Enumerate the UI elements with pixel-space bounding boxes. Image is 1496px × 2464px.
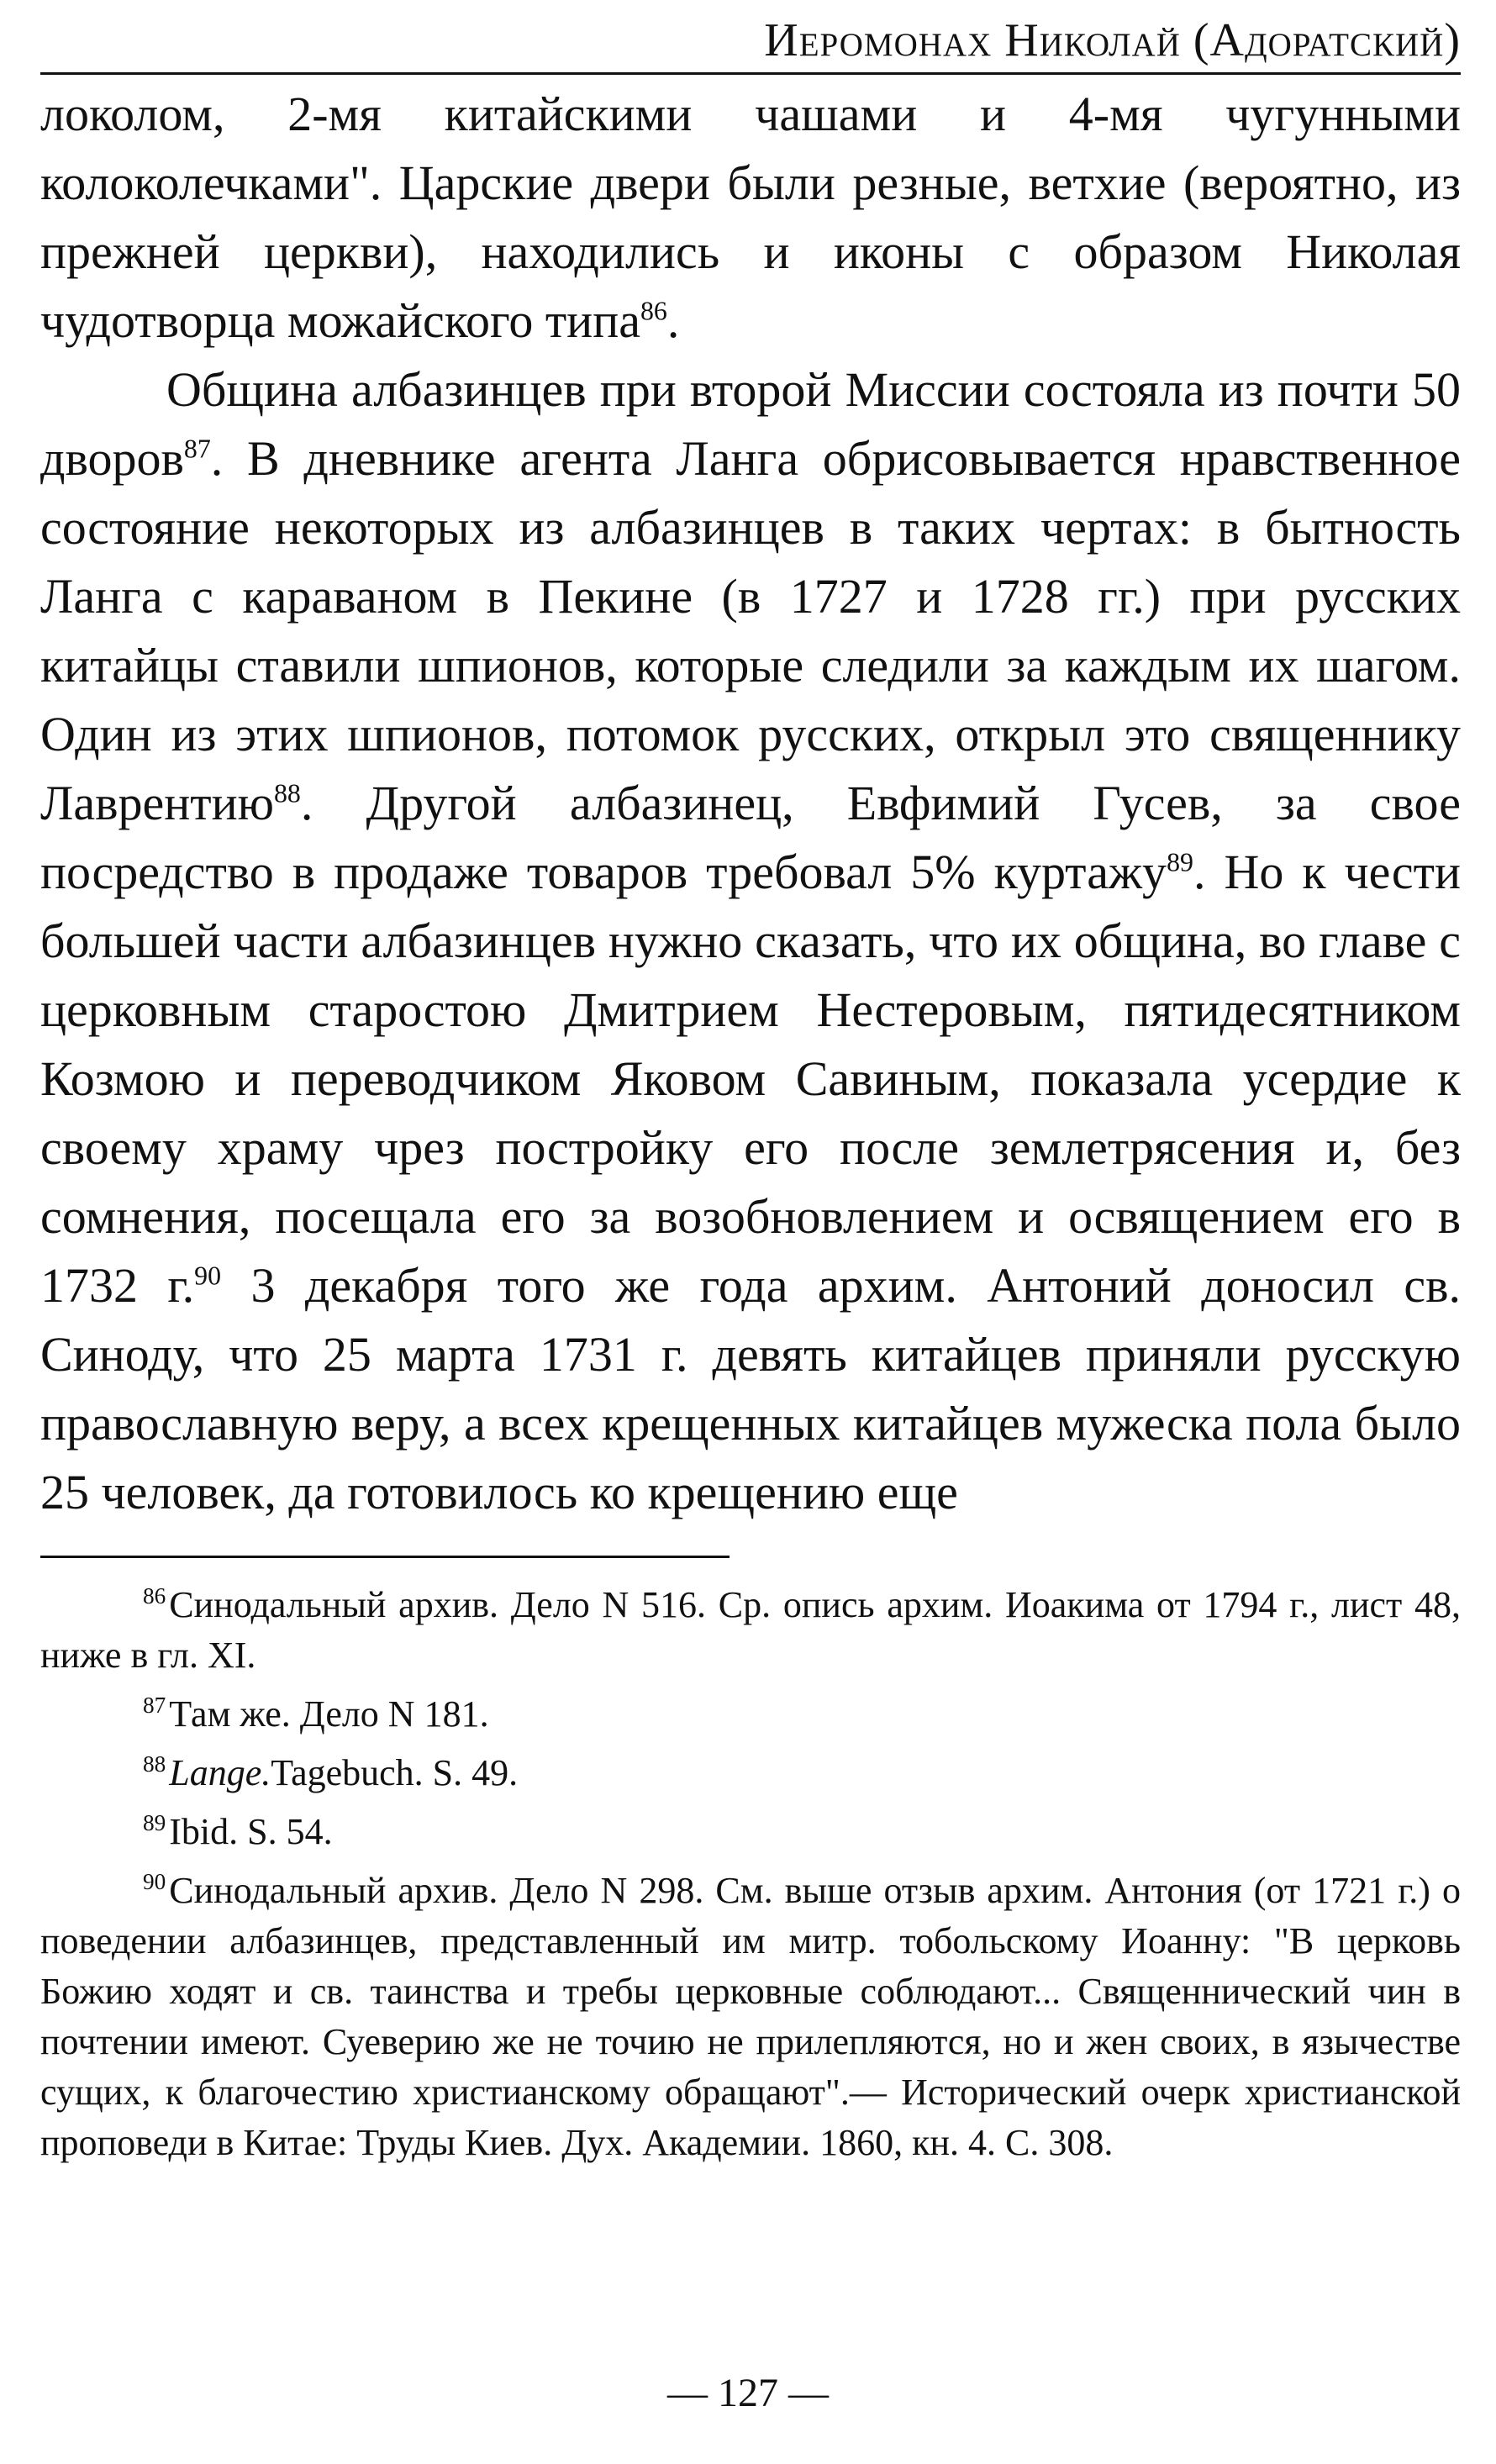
paragraph-1-end: . [666,292,680,348]
footnote-number: 90 [143,1868,166,1894]
footnote-number: 87 [143,1692,166,1718]
footnote-90 [40,1866,1461,2168]
book-page [40,15,1461,2177]
footnote-ref-89: 89 [1167,847,1193,877]
footnote-text: Синодальный архив. Дело N 516. Ср. опись архим. Иоакима от 1794 г., лист 48, ниже в гл. XI. [40,1583,1461,1676]
footnote-ref-87: 87 [183,434,211,464]
footnote-88 [40,1748,1461,1798]
page-number: — 127 — [667,2371,829,2415]
footnote-89 [40,1807,1461,1857]
footnote-text: Ibid. S. 54. [169,1810,333,1852]
footnote-text: Там же. Дело N 181. [169,1693,489,1735]
footnotes [40,1580,1461,2168]
footnote-ref-88: 88 [273,778,301,808]
footnote-ref-90: 90 [194,1261,222,1291]
footnote-number: 86 [143,1582,166,1608]
paragraph-2 [40,355,1461,1527]
footnote-divider [40,1556,730,1558]
footnote-number: 89 [143,1809,166,1835]
paragraph-2-part-2: . В дневнике агента Ланга обрисовывается нравственное состояние некоторых из албазинцев в таких чертах: в бытность Ланга с караваном в Пекине (в 1727 и 1728 гг.) при русских китайцы ставили шпионов, которые следили за каждым их шагом. Один из этих шпионов, потомок русских, открыл это священнику Лаврентию [40,430,1461,830]
footnote-number: 88 [143,1751,166,1777]
footnote-87 [40,1689,1461,1740]
footnote-ref-86: 86 [640,296,667,326]
footnote-86 [40,1580,1461,1681]
paragraph-1 [40,80,1461,355]
paragraph-2-part-5: 3 декабря того же года архим. Антоний доносил св. Синоду, что 25 марта 1731 г. девять китайцев приняли русскую православную веру, а всех крещенных китайцев мужеска пола было 25 человек, да готовилось ко крещению еще [40,1257,1461,1519]
footnote-text: Tagebuch. S. 49. [271,1751,519,1793]
paragraph-2-part-1: Община албазинцев при второй Миссии состояла из почти 50 дворов [40,361,1461,486]
running-head: Иеромонах Николай (Адоратский) [40,15,1461,75]
footnote-text: Синодальный архив. Дело N 298. См. выше отзыв архим. Антония (от 1721 г.) о поведении албазинцев, представленный им митр. тобольскому Иоанну: "В церковь Божию ходят и св. таинства и требы церковные соблюдают... Священнический чин в почтении имеют. Суеверию же не точию не прилепляются, но и жен своих, в язычестве сущих, к благочестию христианскому обращают".— Исторический очерк христианской проповеди в Китае: Труды Киев. Дух. Академии. 1860, кн. 4. С. 308. [40,1869,1461,2163]
main-text [40,80,1461,1527]
paragraph-1-text: локолом, 2-мя китайскими чашами и 4-мя чугунными колоколечками". Царские двери были резные, ветхие (вероятно, из прежней церкви), находились и иконы с образом Николая чудотворца можайского типа [40,86,1461,348]
footnote-author: Lange. [169,1751,271,1793]
paragraph-2-part-4: . Но к чести большей части албазинцев нужно сказать, что их община, во главе с церковным старостою Дмитрием Нестеровым, пятидесятником Козмою и переводчиком Яковом Савиным, показала усердие к своему храму чрез постройку его после землетрясения и, без сомнения, посещала его за возобновлением и освящением его в 1732 г. [40,844,1461,1313]
paragraph-2-part-3: . Другой албазинец, Евфимий Гусев, за свое посредство в продаже товаров требовал 5% куртажу [40,775,1461,899]
